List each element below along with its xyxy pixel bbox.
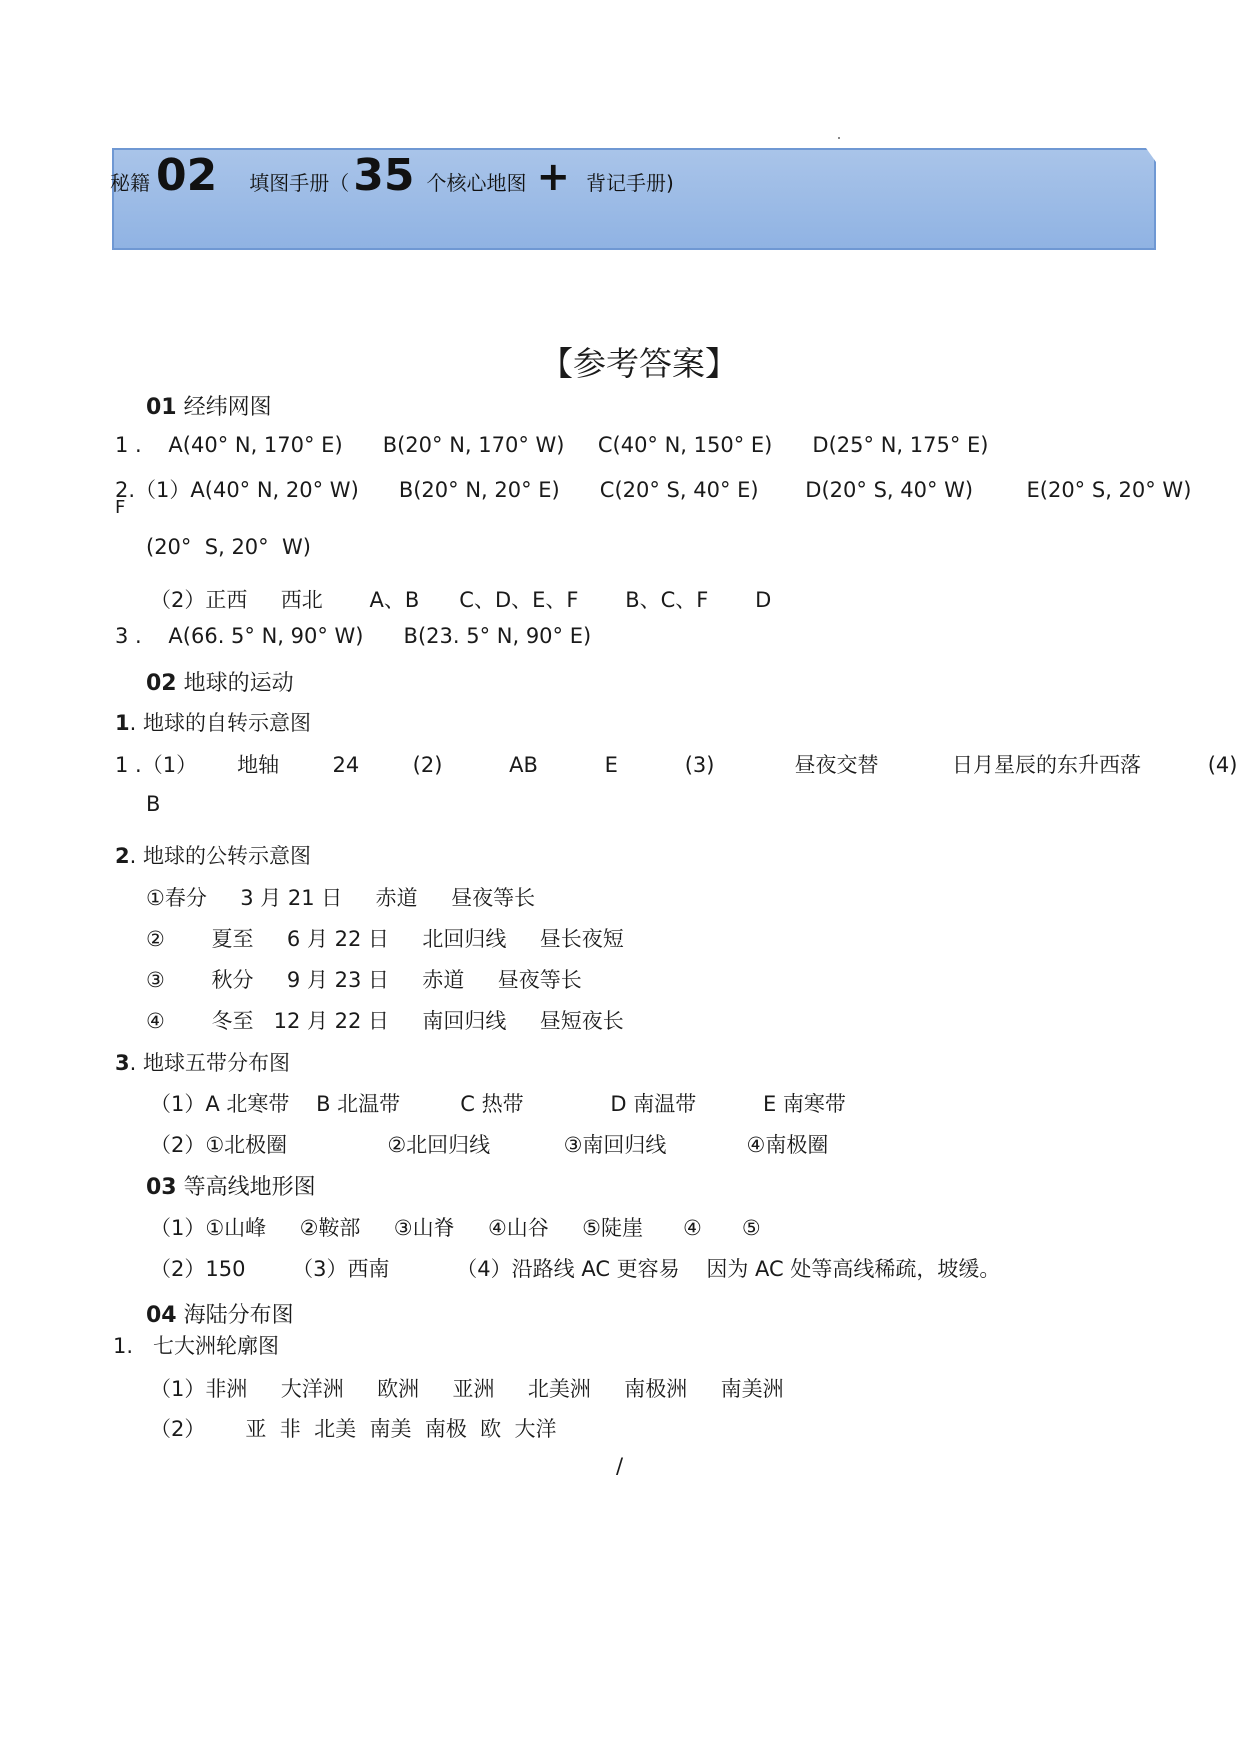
answer-line: （1）①山峰 ②鞍部 ③山脊 ④山谷 ⑤陡崖 ④ ⑤ (150, 1216, 761, 1240)
banner-text-3: 背记手册) (585, 171, 674, 195)
answer-line: （2）正西 西北 A、B C、D、E、F B、C、F D (150, 588, 772, 612)
subheading-number: 3 (115, 1051, 130, 1075)
answer-line: ①春分 3 月 21 日 赤道 昼夜等长 (146, 886, 536, 910)
answer-line: 1 .（1） 地轴 24 (2) AB E (3) 昼夜交替 日月星辰的东升西落 (4) (115, 753, 1238, 777)
answer-line: （1）非洲 大洋洲 欧洲 亚洲 北美洲 南极洲 南美洲 (150, 1377, 784, 1401)
banner-prefix: 秘籍 (110, 171, 150, 195)
answer-line: （2）150 （3）西南 （4）沿路线 AC 更容易 因为 AC 处等高线稀疏，坡缓。 (150, 1257, 1001, 1281)
answer-line: 3 . A(66. 5° N, 90° W) B(23. 5° N, 90° E) (115, 624, 592, 648)
section-02-number: 02 (146, 671, 177, 696)
answer-line: ③ 秋分 9 月 23 日 赤道 昼夜等长 (146, 968, 582, 992)
section-04-name: 海陆分布图 (183, 1303, 294, 1328)
stray-dot (838, 137, 840, 139)
section-02-name: 地球的运动 (183, 671, 294, 696)
section-03-heading (146, 1170, 316, 1201)
banner-number: 02 (156, 150, 218, 201)
banner-count: 35 (353, 150, 415, 201)
subheading: 1. 七大洲轮廓图 (113, 1334, 280, 1358)
subheading-number: 1 (115, 711, 130, 735)
subheading-number: 2 (115, 844, 130, 868)
answer-line: ② 夏至 6 月 22 日 北回归线 昼长夜短 (146, 927, 624, 951)
subheading-text: . 地球五带分布图 (129, 1051, 290, 1075)
subheading-text: . 地球的自转示意图 (129, 711, 311, 735)
section-03-name: 等高线地形图 (183, 1175, 316, 1200)
section-01-heading (146, 390, 272, 421)
section-04-heading (146, 1298, 294, 1329)
page-footer: / (616, 1454, 624, 1478)
subheading (115, 840, 311, 870)
banner-text-2: 个核心地图 (426, 171, 527, 195)
section-01-number: 01 (146, 395, 177, 420)
subheading-text: . 地球的公转示意图 (129, 844, 311, 868)
banner-title (110, 150, 674, 210)
answer-line: 2.（1）A(40° N, 20° W) B(20° N, 20° E) C(20° S, 40° E) D(20° S, 40° W) E(20° S, 20° W) (115, 478, 1192, 502)
page-title: 【参考答案】 (540, 344, 738, 383)
answer-line: (20° S, 20° W) (146, 535, 311, 559)
answer-line: （1）A 北寒带 B 北温带 C 热带 D 南温带 E 南寒带 (150, 1092, 846, 1116)
answer-line: ④ 冬至 12 月 22 日 南回归线 昼短夜长 (146, 1009, 624, 1033)
banner-text-1: 填图手册（ (249, 171, 350, 195)
banner-plus: + (536, 154, 570, 200)
answer-line: （2） 亚 非 北美 南美 南极 欧 大洋 (150, 1417, 557, 1441)
answer-line: B (146, 792, 161, 816)
subheading (115, 707, 311, 737)
section-03-number: 03 (146, 1175, 177, 1200)
section-01-name: 经纬网图 (183, 395, 272, 420)
subheading (115, 1047, 290, 1077)
answer-line: F (115, 497, 126, 518)
answer-line: （2）①北极圈 ②北回归线 ③南回归线 ④南极圈 (150, 1133, 829, 1157)
section-04-number: 04 (146, 1303, 177, 1328)
answer-line: 1 . A(40° N, 170° E) B(20° N, 170° W) C(40° N, 150° E) D(25° N, 175° E) (115, 433, 989, 457)
section-02-heading (146, 666, 294, 697)
